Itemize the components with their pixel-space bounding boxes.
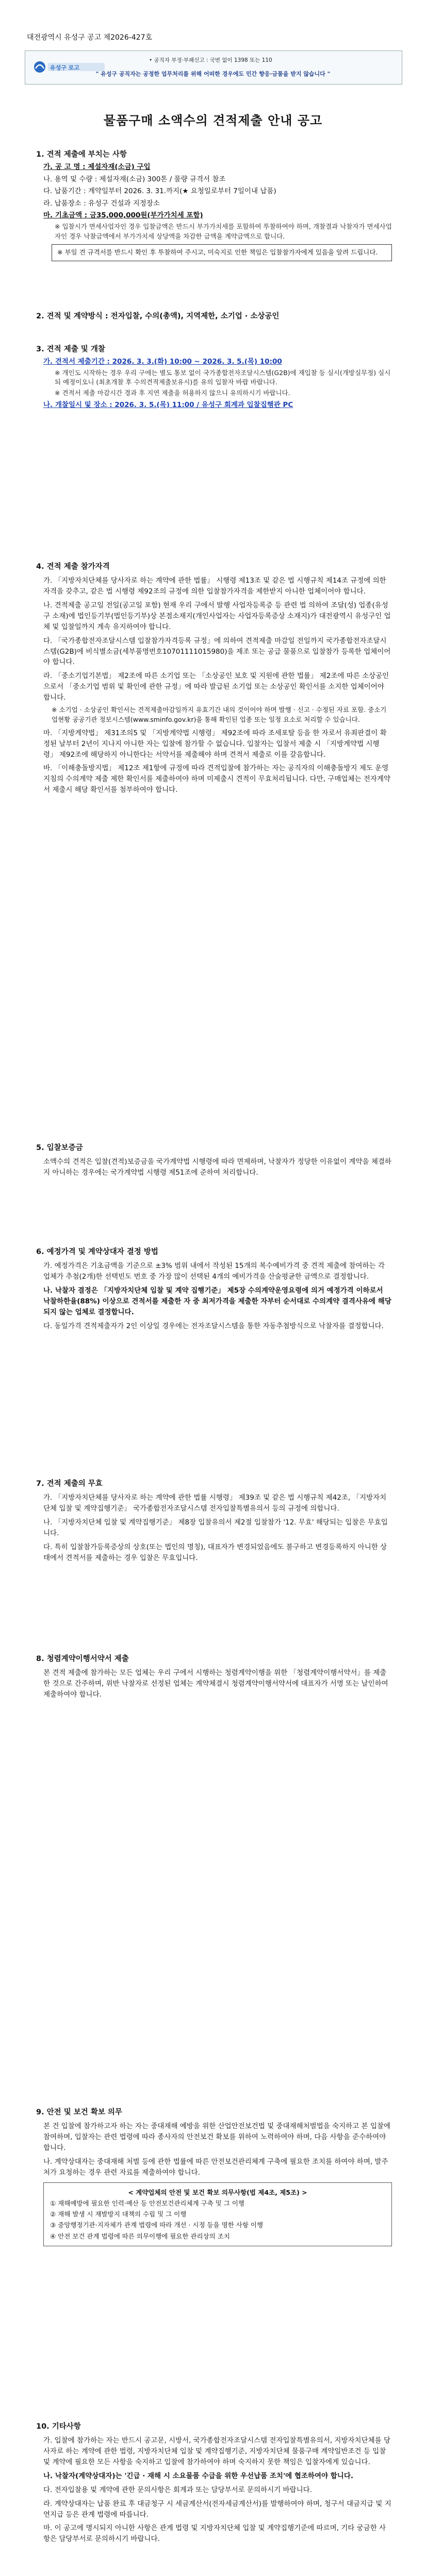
s1-delivery-place: 라. 납품장소 : 유성구 건설과 지정장소 <box>43 199 160 208</box>
section-4-heading: 4. 견적 제출 참가자격 <box>36 563 110 571</box>
s7-para-b: 나. 「지방자치단체 입찰 및 계약집행기준」 제8장 입찰유의서 제2절 입찰참가 '12. 무효' 해당되는 입찰은 무효입니다. <box>43 1518 388 1537</box>
safety-item: ② 재해 발생 시 재발방지 대책의 수립 및 그 이행 <box>50 2210 187 2218</box>
section-5 <box>36 1143 392 1178</box>
s1-delivery-period: 다. 납품기간 : 계약일부터 2026. 3. 31.까지(★ 요청일로부터 7일이내 납품) <box>43 187 276 196</box>
page-title: 물품구매 소액수의 견적제출 안내 공고 <box>103 113 323 128</box>
s3-note-2: ※ 견적서 제출 마감시간 경과 후 지연 제출을 허용하지 않으니 유의하시기 바랍니다. <box>55 389 290 397</box>
s5-para: 소액수의 견적은 입찰(견적)보증금을 국가계약법 시행령에 따라 면제하며, 낙찰자가 정당한 이유없이 계약을 체결하지 아니하는 경우에는 국가계약법 시행령 제51조에 준하여 처리합니다. <box>43 1158 391 1177</box>
s1-base-amount: 마. 기초금액 : 금35,000,000원(부가가치세 포함) <box>43 211 203 220</box>
s4-para-f: 바. 「이해충돌방지법」 제12조 제1항에 규정에 따라 견적입찰에 참가하는 자는 공직자의 이해충돌방지 제도 운영지침의 수의계약 제출 제한 확인서를 제출하여야 하며 미제출시 견적이 무효처리됩니다. 다만, 구매업체는 전자계약서 제출시 해당 확인서를 첨부하여야 합니다. <box>43 764 391 794</box>
safety-item: ① 재해예방에 필요한 인력·예산 등 안전보건관리체계 구축 및 그 이행 <box>50 2199 244 2207</box>
s10-para-b: 나. 낙찰자(계약상대자)는 '긴급 · 재해 시 소요물품 수급을 위한 우선납품 조치'에 협조하여야 합니다. <box>43 2471 353 2480</box>
section-7-heading: 7. 견적 제출의 무효 <box>36 1480 103 1488</box>
section-10-heading: 10. 기타사항 <box>36 2422 81 2431</box>
s8-para: 본 견적 제출에 참가하는 모든 업체는 우리 구에서 시행하는 청렴계약이행을 위한 「청렴계약이행서약서」를 제출한 것으로 간주하며, 위반 낙찰자로 선정된 업체는 계약체결시 청렴계약이행서약서에 대표자가 서명 또는 날인하여 제출하여야 합니다. <box>43 1669 388 1699</box>
s1-title-line: 가. 공 고 명 : 제설자재(소금) 구입 <box>43 163 151 172</box>
s1-tax-note: ※ 입찰시가 면세사업자인 경우 입찰금액은 반드시 부가가치세를 포함하여 투찰하여야 하며, 개찰결과 낙찰자가 면세사업자인 경우 낙찰금액에서 부가가치세 상당액을 차감한 금액을 계약금액으로 합니다. <box>55 222 392 240</box>
section-8 <box>36 1654 392 1700</box>
section-8-heading: 8. 청렴계약이행서약서 제출 <box>36 1655 129 1663</box>
section-10 <box>36 2421 392 2545</box>
s4-para-b: 나. 견적제출 공고일 전일(공고일 포함) 현재 우리 구에서 발행 사업자등록증 등 관련 법 의하여 조달(성) 업종(유성구 소재)에 법인등기부(법인등기부)상 본점소재지(개인사업자는 사업자등록증상 소재지)가 대전광역시 유성구인 업체 및 입찰일까지 계속 유지하여야 합니다. <box>43 601 391 631</box>
section-1 <box>36 149 392 261</box>
integrity-banner <box>25 50 402 84</box>
s10-para-c: 다. 전자입찰용 및 계약에 관한 문의사항은 회계과 또는 담당부서로 문의하시기 바랍니다. <box>43 2485 312 2494</box>
report-hotline-text: • 공직자 부정·부패신고 : 국번 없이 1398 또는 110 <box>149 57 272 63</box>
section-2-heading: 2. 견적 및 계약방식 : 전자입찰, 수의(총액), 지역제한, 소기업 · 소상공인 <box>36 312 280 320</box>
s4-para-e: 마. 「지방계약법」 제31조의5 및 「지방계약법 시행령」 제92조에 따라 조세포탈 등을 한 자로서 유죄판결이 확정된 날부터 2년이 지나지 아니한 자는 입찰에 참가할 수 없습니다. 입찰자는 입찰서 제출 시 「지방계약법 시행령」 제92조에 해당하지 아니한다는 서약서를 제출해야 하며 견적서 제출로 이를 갈음합니다. <box>43 728 387 759</box>
s4-para-d-note: ※ 소기업 · 소상공인 확인서는 견적제출마감일까지 유효기간 내의 것이어야 하며 발행 · 신고 · 수정된 자료 포함. 중소기업현황 공공기관 정보시스템(www.sminfo.gov.kr)을 통해 확인된 업종 또는 일정 요소로 처리할 수 있습니다. <box>52 706 387 723</box>
section-3-heading: 3. 견적 제출 및 개찰 <box>36 345 105 353</box>
s9-para-a: 본 건 입찰에 참가하고자 하는 자는 중대재해 예방을 위한 산업안전보건법 및 중대재해처벌법을 숙지하고 본 입찰에 참여하며, 입찰자는 관련 법령에 따라 종사자의 안전보건 확보를 위하여 노력하여야 하며, 다음 사항을 준수하여야 합니다. <box>43 2122 391 2152</box>
section-2 <box>36 311 392 322</box>
integrity-pledge-text: " 유성구 공직자는 공정한 업무처리를 위해 어떠한 경우에도 민간 향응·금품을 받지 않습니다 " <box>95 71 331 77</box>
s10-para-e: 마. 이 공고에 명시되지 아니한 사항은 관계 법령 및 지방자치단체 입찰 및 계약집행기준에 따르며, 기타 궁금한 사항은 담당부서로 문의하시기 바랍니다. <box>43 2524 386 2544</box>
safety-obligations-box <box>43 2182 392 2246</box>
section-6-heading: 6. 예정가격 및 계약상대자 결정 방법 <box>36 1248 158 1256</box>
section-7 <box>36 1479 392 1564</box>
s6-para-b: 나. 낙찰자 결정은 「지방자치단체 입찰 및 계약 집행기준」 제5장 수의계약운영요령에 의거 예정가격 이하로서 낙찰하한율(88%) 이상으로 견적서를 제출한 자 중 최저가격을 제출한 자부터 순서대로 수의계약 결격사유에 해당되지 않는 업체로 결정합니다. <box>43 1286 391 1316</box>
section-9-heading: 9. 안전 및 보건 확보 의무 <box>36 2108 122 2116</box>
s4-para-d: 라. 「중소기업기본법」 제2조에 따른 소기업 또는 「소상공인 보호 및 지원에 관한 법률」 제2조에 따른 소상공인으로서 「중소기업 범위 및 확인에 관한 규정」에 따라 발급된 소기업 또는 소상공인 확인서를 소지한 업체이어야 합니다. <box>43 672 389 702</box>
safety-item: ③ 중앙행정기관·지자체가 관계 법령에 따라 개선 · 시정 등을 명한 사항 이행 <box>50 2221 264 2229</box>
section-1-heading: 1. 견적 제출에 부치는 사항 <box>36 150 127 159</box>
s4-para-c: 다. 「국가종합전자조달시스템 입찰참가자격등록 규정」에 의하여 견적제출 마감일 전일까지 국가종합전자조달시스템(G2B)에 비식별소금(세부품명번호10701111015980)을 제조 또는 공급 물품으로 입찰참가 등록한 업체이어야 합니다. <box>43 636 391 667</box>
s6-para-c: 다. 동일가격 견적제출자가 2인 이상일 경우에는 전자조달시스템을 통한 자동추첨방식으로 낙찰자를 결정합니다. <box>43 1321 384 1330</box>
s3-opening-info: 나. 개찰일시 및 장소 : 2026. 3. 5.(목) 11:00 / 유성구 회계과 입찰집행관 PC <box>43 400 293 409</box>
s3-submission-period: 가. 견적서 제출기간 : 2026. 3. 3.(화) 10:00 ~ 2026. 3. 5.(목) 10:00 <box>43 358 282 366</box>
section-9 <box>36 2107 392 2246</box>
s1-quantity-line: 나. 용역 및 수량 : 제설자재(소금) 300톤 / 물량 규격서 참조 <box>43 175 226 183</box>
document-number: 대전광역시 유성구 공고 제2026-427호 <box>27 33 153 42</box>
s1-spec-notice-box: ※ 부일 견 규격서를 반드시 확인 후 투찰하여 주시고, 미숙지로 인한 책임은 입찰참가자에게 있음을 알려 드립니다. <box>52 244 392 261</box>
s4-para-a: 가. 「지방자치단체를 당사자로 하는 계약에 관한 법률」 시행령 제13조 및 같은 법 시행규칙 제14조 규정에 의한 자격을 갖추고, 같은 법 시행령 제92조의 규정에 의한 입찰참가자격을 제한받지 아니한 업체이어야 합니다. <box>43 577 386 596</box>
s10-para-a: 가. 입찰에 참가하는 자는 반드시 공고문, 시방서, 국가종합전자조달시스템 전자입찰특별유의서, 지방자치단체를 당사자로 하는 계약에 관한 법령, 지방자치단체 입찰 및 계약집행기준, 지방자치단체 물품구매 계약일반조건 등 입찰 및 계약에 필요한 모든 사항을 숙지하고 입찰에 참가하여야 하며 숙지하지 못한 책임은 입찰자에게 있습니다. <box>43 2436 391 2466</box>
svg-text:유성구 로고: 유성구 로고 <box>50 64 79 71</box>
safety-item: ④ 안전 보건 관계 법령에 따른 의무이행에 필요한 관리상의 조치 <box>50 2232 230 2240</box>
section-5-heading: 5. 입찰보증금 <box>36 1144 83 1152</box>
section-3 <box>36 344 392 410</box>
section-4 <box>36 562 392 795</box>
s7-para-a: 가. 「지방자치단체를 당사자로 하는 계약에 관한 법률 시행령」 제39조 및 같은 법 시행규칙 제42조, 「지방자치단체 입찰 및 계약집행기준」 국가종합전자조달시스템 전자입찰특별유의서 등의 규정에 의합니다. <box>43 1494 387 1513</box>
section-6 <box>36 1247 392 1332</box>
s9-para-b: 나. 계약상대자는 중대재해 처벌 등에 관한 법률에 따른 안전보건관리체계 구축에 필요한 조치를 하여야 하며, 발주처가 요청하는 경우 관련 자료를 제출하여야 합니다. <box>43 2157 388 2177</box>
s3-note-1: ※ 개인도 시작하는 경우 우리 구에는 별도 통보 없이 국가종합전자조달시스템(G2B)에 재입찰 등 실시(개방실무정) 실시되 예정이오니 (최초개찰 후 수의견적제출보유시)를 유의 입찰자 바랍 바랍니다. <box>55 368 391 386</box>
s10-para-d: 라. 계약상대자는 납품 완료 후 대금청구 시 세금계산서(전자세금계산서)를 발행하여야 하며, 청구서 대금지급 및 지연지급 등은 관계 법령에 따릅니다. <box>43 2499 391 2519</box>
s7-para-c: 다. 특히 입찰참가등록증상의 상호(또는 법인의 명칭), 대표자가 변경되었음에도 불구하고 변경등록하지 아니한 상태에서 견적서를 제출하는 경우 입찰은 무효입니다. <box>43 1543 387 1562</box>
safety-box-title: < 계약업체의 안전 및 보건 확보 의무사항(법 제4조, 제5조) > <box>128 2188 307 2196</box>
s6-para-a: 가. 예정가격은 기초금액을 기준으로 ±3% 범위 내에서 작성된 15개의 복수예비가격 중 견적 제출에 참여하는 각 업체가 추첨(2개)한 선택빈도 번호 중 가장 많이 선택된 4개의 예비가격을 산술평균한 금액으로 결정합니다. <box>43 1262 385 1281</box>
